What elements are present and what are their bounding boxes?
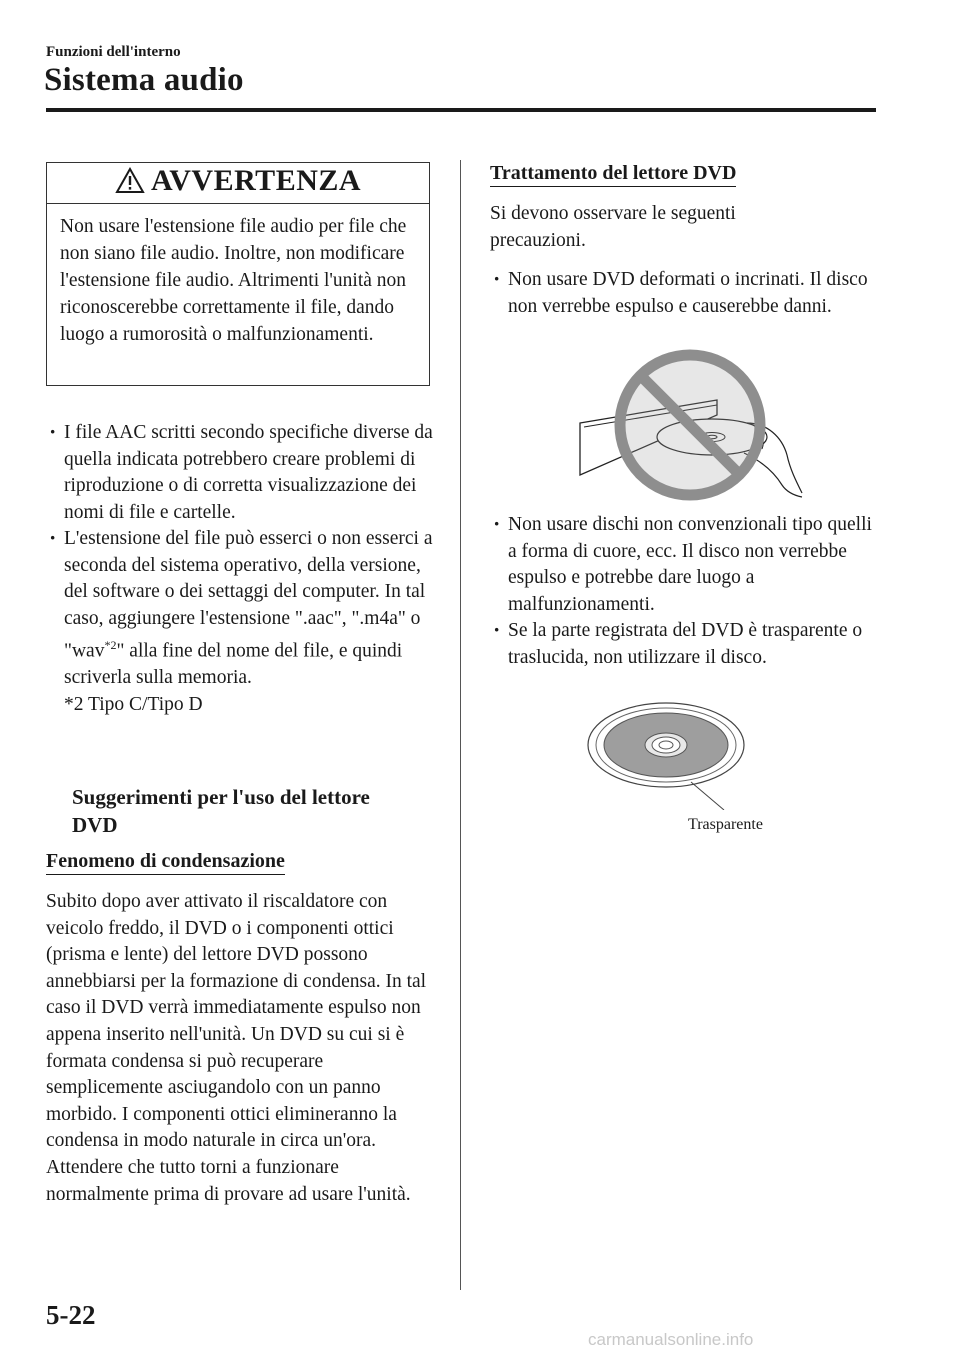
dvd-list-1	[490, 267, 882, 320]
ext-text-after: " alla fine del nome del file, e quindi scriverla sulla memoria.	[64, 640, 403, 688]
warning-header	[47, 163, 429, 198]
dvd-intro: Si devono osservare le seguenti precauzioni.	[490, 203, 736, 251]
list-item: · Se la parte registrata del DVD è trasparente o traslucida, non utilizzare il disco.	[490, 618, 882, 671]
watermark: carmanualsonline.info	[588, 1330, 754, 1349]
transparent-disc-icon	[586, 700, 786, 810]
condensation-text: Subito dopo aver attivato il riscaldatore con veicolo freddo, il DVD o i componenti ottici (prisma e lente) del lettore DVD possono annebbiarsi per la formazione di condensa. In tal caso il DVD verrà immediatamente espulso non appena inserito nell'unità. Un DVD su cui si è formata condensa si può recuperare semplicemente asciugandolo con un panno morbido. I componenti ottici elimineranno la condensa in modo naturale in circa un'ora. Attendere che tutto torni a funzionare normalmente prima di provare ad usare l'unità.	[46, 891, 427, 1205]
aac-notes-list	[46, 420, 436, 718]
condensation-heading-wrap	[46, 850, 285, 873]
page-number: 5-22	[46, 1300, 96, 1330]
list-item: · Non usare DVD deformati o incrinati. Il disco non verrebbe espulso e causerebbe danni.	[490, 267, 882, 320]
list-item: · I file AAC scritti secondo specifiche diverse da quella indicata potrebbero creare problemi di riproduzione o di corretta visualizzazione dei nomi di file e cartelle.	[46, 420, 436, 526]
warning-divider	[47, 203, 429, 204]
warning-box	[46, 162, 430, 386]
section-label: Funzioni dell'interno	[46, 44, 181, 60]
footnote-marker: *2	[104, 638, 117, 652]
footnote: *2 Tipo C/Tipo D	[64, 693, 203, 715]
disc-caption: Trasparente	[688, 816, 763, 833]
warning-title: AVVERTENZA	[150, 163, 362, 197]
header-rule	[46, 108, 876, 112]
condensation-heading: Fenomeno di condensazione	[46, 850, 285, 875]
ext-text-before: L'estensione del file può esserci o non esserci a seconda del sistema operativo, della versione, del software o dei settaggi del computer. In tal caso, aggiungere l'estensione ".aac", ".m4a" o "wav	[64, 528, 433, 662]
dvd-list-2	[490, 512, 882, 671]
list-item: · Non usare dischi non convenzionali tipo quelli a forma di cuore, ecc. Il disco non verrebbe espulso e potrebbe dare luogo a malfunzionamenti.	[490, 512, 882, 618]
warning-triangle-icon	[115, 167, 145, 194]
list-item	[46, 526, 436, 692]
prohibited-disc-insert-icon	[572, 345, 808, 505]
dvd-handling-heading: Trattamento del lettore DVD	[490, 162, 736, 187]
dvd-heading-wrap	[490, 162, 736, 185]
warning-text: Non usare l'estensione file audio per file che non siano file audio. Inoltre, non modificare l'estensione file audio. Altrimenti l'unità non riconoscerebbe correttamente il file, dando luogo a rumorosità o malfunzionamenti.	[60, 216, 407, 345]
page-title: Sistema audio	[44, 62, 244, 98]
column-divider	[460, 160, 461, 1290]
subsection-title: Suggerimenti per l'uso del lettore DVD	[72, 785, 370, 837]
